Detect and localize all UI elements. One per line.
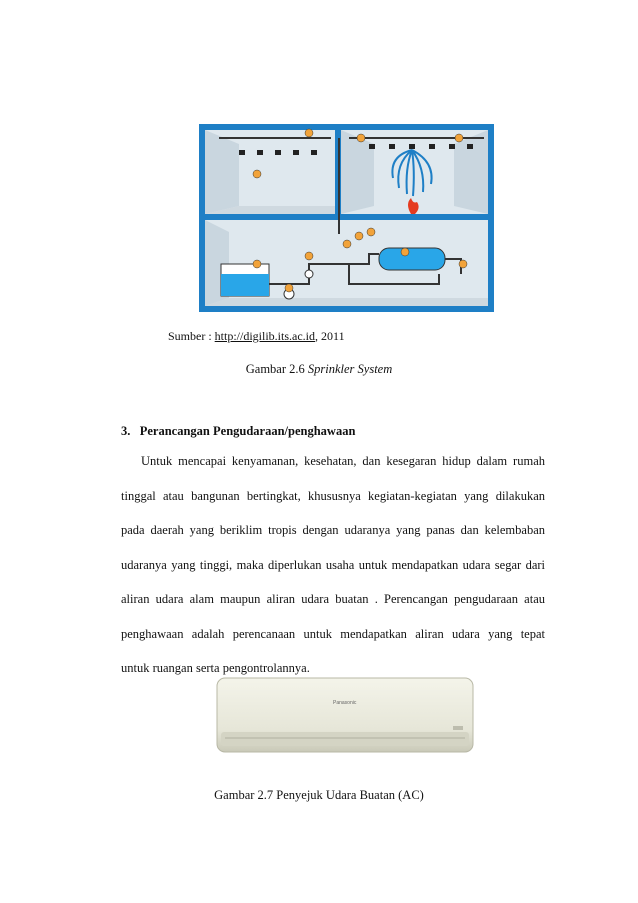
- paragraph-line: udaranya yang tinggi, maka diperlukan usaha untuk mendapatkan udara segar dari: [121, 557, 545, 572]
- section-heading: 3. Perancangan Pengudaraan/penghawaan: [121, 424, 356, 438]
- source-link[interactable]: http://digilib.its.ac.id: [214, 329, 316, 343]
- ac-brand: Panasonic: [333, 700, 357, 706]
- source-prefix: Sumber :: [168, 329, 215, 343]
- air-conditioner-icon: [213, 676, 477, 758]
- section-paragraph: [121, 451, 545, 693]
- figure1-caption: [0, 362, 638, 377]
- paragraph-line: Untuk mencapai kenyamanan, kesehatan, dan kesegaran hidup dalam rumah: [141, 454, 545, 468]
- figure1-source: [168, 329, 345, 344]
- sprinkler-system-icon: [199, 124, 494, 312]
- source-suffix: , 2011: [315, 329, 345, 343]
- paragraph-line: tinggal atau bangunan bertingkat, khususnya kegiatan-kegiatan yang dilakukan: [121, 488, 545, 503]
- ac-unit-image: [213, 676, 477, 758]
- paragraph-line: pada daerah yang beriklim tropis dengan udaranya yang panas dan kelembaban: [121, 523, 545, 537]
- figure2-caption: Gambar 2.7 Penyejuk Udara Buatan (AC): [214, 788, 424, 802]
- paragraph-line: untuk ruangan serta pengontrolannya.: [121, 661, 310, 675]
- paragraph-line: penghawaan adalah perencanaan untuk mendapatkan aliran udara yang tepat: [121, 626, 545, 641]
- figure1-caption-italic: Sprinkler System: [307, 362, 393, 376]
- figure1-caption-prefix: Gambar 2.6: [245, 362, 308, 376]
- sprinkler-diagram: [199, 124, 494, 312]
- paragraph-line: aliran udara alam maupun aliran udara buatan . Perencangan pengudaraan atau: [121, 592, 545, 606]
